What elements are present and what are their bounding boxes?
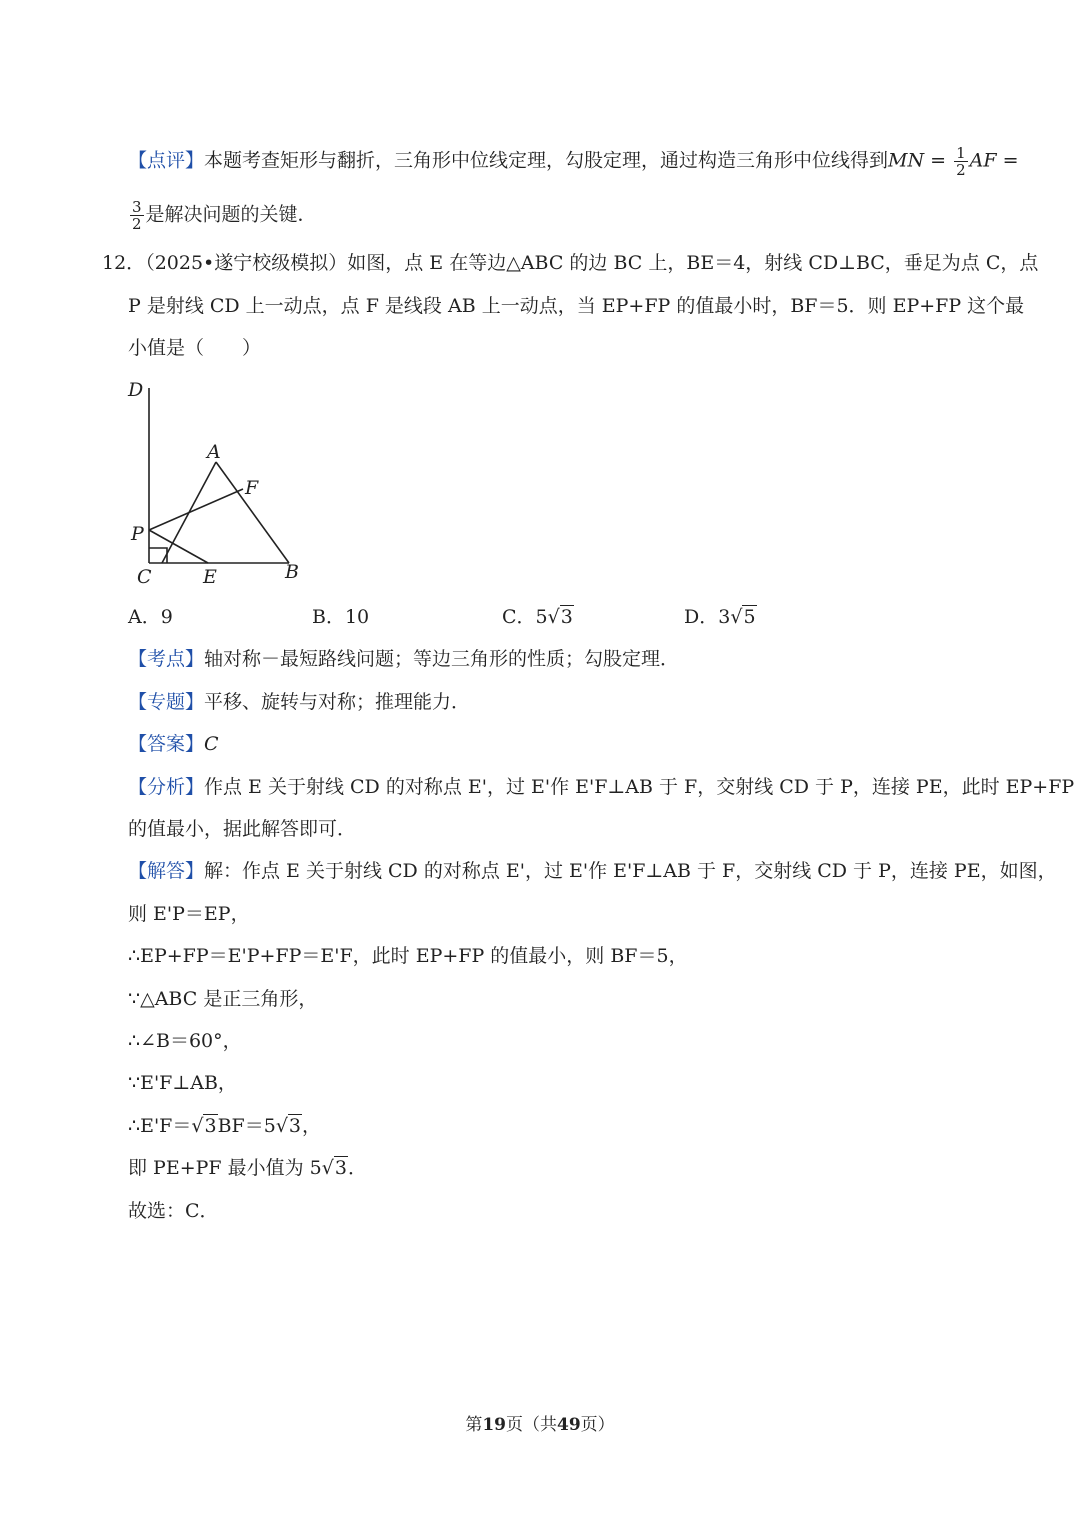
sqrt-sign: √3 <box>191 1115 217 1137</box>
sqrt-sign: √5 <box>730 606 756 628</box>
zhuanti-line <box>128 688 470 716</box>
label-d: D <box>128 379 144 401</box>
page-footer: 第19页（共49页） <box>465 1415 615 1435</box>
step-6: ∴E'F＝√3BF＝5√3， <box>128 1112 321 1140</box>
review-text-2: 是解决问题的关键． <box>145 203 317 226</box>
geometry-figure <box>118 372 318 592</box>
step-7: 即 PE+PF 最小值为 5√3． <box>128 1154 367 1182</box>
fraction-one-half: $\frac{1}{2}$ <box>956 144 966 179</box>
jieda-line-1 <box>128 857 1057 885</box>
step-5: ∵E'F⊥AB， <box>128 1072 237 1094</box>
answer-line <box>128 730 219 758</box>
step-1: 则 E'P＝EP， <box>128 903 250 925</box>
zhuanti-tag: 【专题】 <box>128 691 205 713</box>
step-4: ∴∠B＝60°， <box>128 1030 242 1052</box>
label-b: B <box>285 561 299 583</box>
fenxi-text-2: 的值最小，据此解答即可． <box>128 818 357 840</box>
review-mn: MN <box>888 149 925 172</box>
kaodian-line <box>128 645 679 673</box>
question-line-3 <box>128 334 261 362</box>
fenxi-tag: 【分析】 <box>128 776 205 798</box>
option-d: D．3√5 <box>684 603 757 631</box>
jieda-tag: 【解答】 <box>128 860 205 882</box>
step-2: ∴EP+FP＝E'P+FP＝E'F，此时 EP+FP 的值最小，则 BF＝5， <box>128 945 688 967</box>
label-c: C <box>137 566 152 588</box>
answer-options <box>128 603 828 633</box>
step-3: ∵△ABC 是正三角形， <box>128 988 318 1010</box>
step-8: 故选：C． <box>128 1200 219 1222</box>
option-b: B．10 <box>312 606 370 628</box>
fraction-three-halves: $\frac{3}{2}$ <box>132 198 142 233</box>
option-c: C．5√3 <box>502 603 574 631</box>
review-eq-1: = <box>924 149 953 172</box>
page-total: 49 <box>557 1415 581 1435</box>
label-p: P <box>131 523 144 545</box>
segment-pe <box>149 530 208 563</box>
question-number: 12． <box>102 252 146 274</box>
label-f: F <box>245 477 259 499</box>
fenxi-line-2 <box>128 815 356 843</box>
fenxi-line-1 <box>128 773 1074 801</box>
review-eq-2: = <box>996 149 1019 172</box>
review-line-2 <box>128 199 317 232</box>
question-text-1: 如图，点 E 在等边△ABC 的边 BC 上，BE＝4，射线 CD⊥BC，垂足为点 C，点 <box>347 252 1039 274</box>
sqrt-sign: √3 <box>275 1115 302 1137</box>
option-a: A．9 <box>128 606 173 628</box>
kaodian-tag: 【考点】 <box>128 648 205 670</box>
sqrt-sign: √3 <box>547 606 573 628</box>
answer-tag: 【答案】 <box>128 733 205 755</box>
segment-pf <box>149 489 243 530</box>
sqrt-sign: √3 <box>321 1157 347 1179</box>
label-a: A <box>207 441 221 463</box>
label-e: E <box>203 566 217 588</box>
jieda-text-1: 解：作点 E 关于射线 CD 的对称点 E'，过 E'作 E'F⊥AB 于 F，交射线 CD 于 P，连接 PE，如图， <box>204 860 1057 882</box>
question-line-1 <box>102 249 1038 277</box>
question-text-2: P 是射线 CD 上一动点，点 F 是线段 AB 上一动点，当 EP+FP 的值最小时，BF＝5．则 EP+FP 这个最 <box>128 295 1025 317</box>
review-tag: 【点评】 <box>128 149 205 172</box>
answer-text: C <box>204 733 219 755</box>
kaodian-text: 轴对称－最短路线问题；等边三角形的性质；勾股定理． <box>204 648 680 670</box>
question-line-2 <box>128 292 1024 320</box>
review-line-1 <box>128 145 1019 178</box>
zhuanti-text: 平移、旋转与对称；推理能力． <box>204 691 471 713</box>
page-number: 19 <box>482 1415 506 1435</box>
fenxi-text-1: 作点 E 关于射线 CD 的对称点 E'，过 E'作 E'F⊥AB 于 F，交射线 CD 于 P，连接 PE，此时 EP+FP <box>204 776 1075 798</box>
question-source: （2025•遂宁校级模拟） <box>145 252 348 274</box>
question-text-3: 小值是（ ） <box>128 337 262 359</box>
review-af: AF <box>969 149 997 172</box>
review-text-1: 本题考查矩形与翻折，三角形中位线定理，勾股定理，通过构造三角形中位线得到 <box>204 149 889 172</box>
right-angle-mark <box>149 548 167 563</box>
